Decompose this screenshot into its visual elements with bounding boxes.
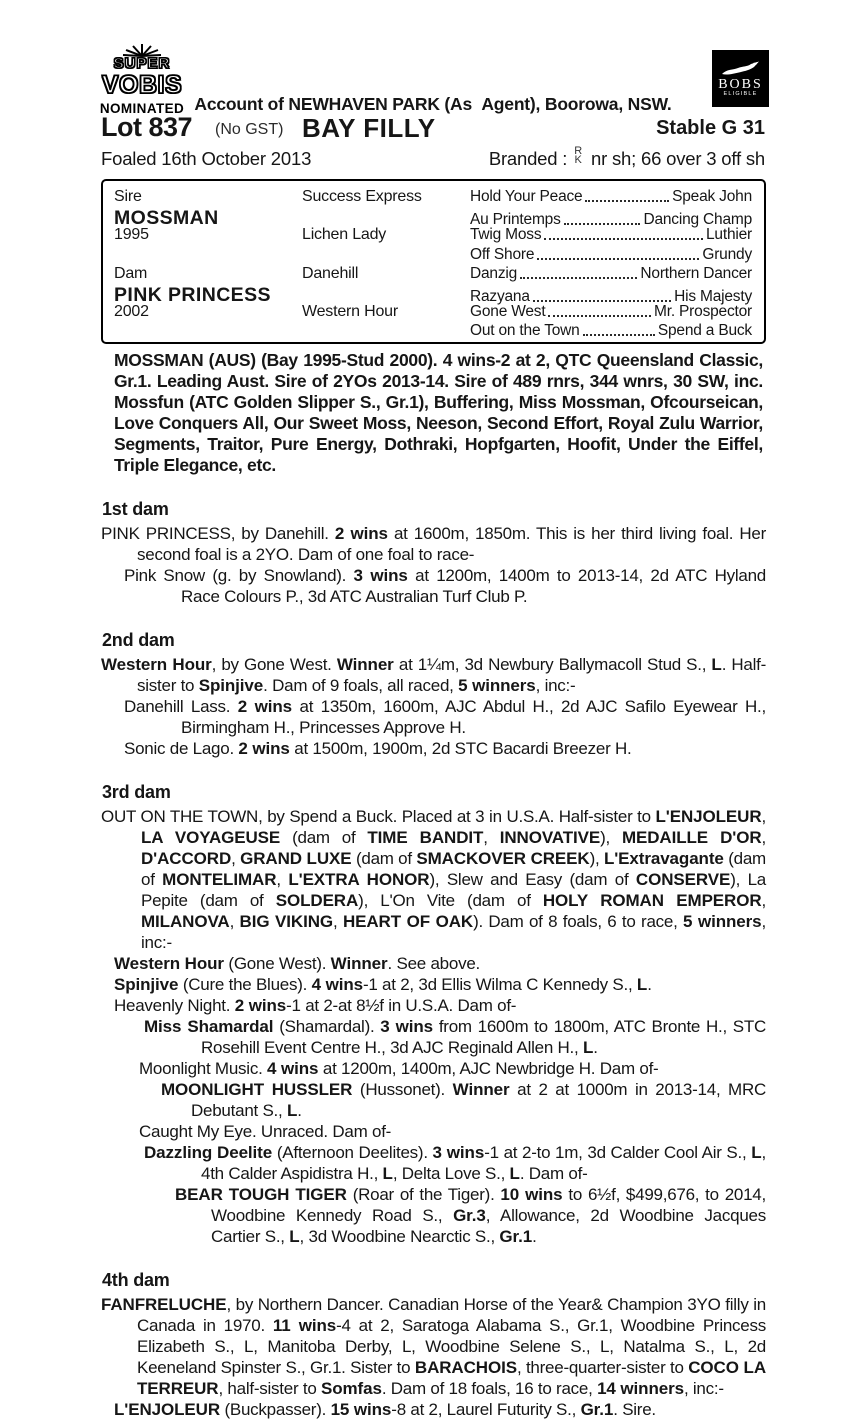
pedigree-grandparent-sire: Speak John [672, 188, 752, 205]
foaled-date: Foaled 16th October 2013 [101, 148, 312, 169]
vobis-logo-vobis-text: VOBIS [101, 71, 183, 99]
pedigree-paragraph: Heavenly Night. 2 wins-1 at 2-at 8½f in U.S.A. Dam of- [114, 996, 517, 1015]
pedigree-grandparent-dam: Off Shore [470, 245, 535, 263]
pedigree-paragraph: Sonic de Lago. 2 wins at 1500m, 1900m, 2d STC Bacardi Breezer H. [124, 739, 632, 758]
foaled-branded-row [101, 145, 765, 170]
pedigree-grandparent-dam: Danzig [470, 264, 518, 282]
dot-leader [537, 258, 699, 260]
pedigree-paragraph: OUT ON THE TOWN, by Spend a Buck. Placed at 3 in U.S.A. Half-sister to L'ENJOLEUR, LA VOYAGEUSE (dam of TIME BANDIT, INNOVATIVE), MEDAILLE D'OR, D'ACCORD, GRAND LUXE (dam of SMACKOVER CREEK), L'Extravagante (dam of MONTELIMAR, L'EXTRA HONOR), Slew and Easy (dam of CONSERVE), La Pepite (dam of SOLDERA), L'On Vite (dam of HOLY ROMAN EMPEROR, MILANOVA, BIG VIKING, HEART OF OAK). Dam of 8 foals, 6 to race, 5 winners, inc:- [101, 807, 767, 952]
stable-number: Stable G 31 [656, 117, 765, 139]
dot-leader [564, 223, 641, 225]
dam-section-heading-3: 3rd dam [102, 782, 171, 802]
pedigree-paragraph: Dazzling Deelite (Afternoon Deelites). 3 wins-1 at 2-to 1m, 3d Calder Cool Air S., L, 4th Calder Aspidistra H., L, Delta Love S., L. Dam of- [144, 1143, 766, 1183]
pedigree-grandparent-dam: Gone West [470, 303, 546, 321]
dot-leader [520, 277, 637, 279]
pedigree-paragraph: Moonlight Music. 4 wins at 1200m, 1400m, AJC Newbridge H. Dam of- [139, 1059, 659, 1078]
pedigree-row [114, 188, 752, 207]
pedigree-grandparent-pair [470, 188, 752, 206]
pedigree-row [114, 226, 752, 245]
branded-desc: nr sh; 66 over 3 off sh [591, 148, 765, 169]
pedigree-grandparent-dam: Au Printemps [470, 211, 561, 229]
pedigree-paragraph: BEAR TOUGH TIGER (Roar of the Tiger). 10 wins to 6½f, $499,676, to 2014, Woodbine Kennedy Road S., Gr.3, Allowance, 2d Woodbine Jacques Cartier S., L, 3d Woodbine Nearctic S., Gr.1. [175, 1185, 766, 1246]
dam-section-heading-2: 2nd dam [102, 630, 175, 650]
dot-leader [533, 300, 671, 302]
dam-section-heading-1: 1st dam [102, 499, 169, 519]
pedigree-row [114, 246, 752, 265]
pedigree-row [114, 303, 752, 322]
pedigree-text [101, 350, 766, 1420]
pedigree-grandparent-pair [470, 303, 752, 321]
horse-title: BAY FILLY [302, 113, 436, 143]
pedigree-horse-name: 1995 [114, 226, 149, 244]
pedigree-grandparent-dam: Twig Moss [470, 226, 542, 244]
pedigree-parent-name: Lichen Lady [302, 226, 387, 244]
pedigree-grandparent-sire: Mr. Prospector [654, 303, 752, 321]
dam-section-2 [101, 654, 766, 759]
vobis-logo-nominated-text: NOMINATED [99, 101, 185, 116]
pedigree-paragraph: Pink Snow (g. by Snowland). 3 wins at 1200m, 1400m to 2013-14, 2d ATC Hyland Race Colours P., 3d ATC Australian Turf Club P. [124, 566, 767, 606]
pedigree-table [101, 179, 766, 344]
pedigree-grandparent-pair [470, 322, 752, 340]
pedigree-row [114, 207, 752, 230]
pedigree-paragraph: PINK PRINCESS, by Danehill. 2 wins at 1600m, 1850m. This is her third living foal. Her second foal is a 2YO. Dam of one foal to race- [101, 524, 766, 564]
pedigree-paragraph: MOONLIGHT HUSSLER (Hussonet). Winner at 2 at 1000m in 2013-14, MRC Debutant S., L. [161, 1080, 767, 1120]
pedigree-horse-name: Sire [114, 188, 142, 205]
pedigree-grandparent-dam: Razyana [470, 287, 530, 305]
vobis-logo-super-text: SUPER [113, 55, 171, 72]
pedigree-grandparent-pair [470, 226, 752, 244]
account-line: Account of NEWHAVEN PARK (As Agent), Boorowa, NSW. [194, 94, 672, 114]
pedigree-parent-name: Danehill [302, 264, 359, 282]
pedigree-grandparent-dam: Out on the Town [470, 322, 580, 340]
pedigree-row [114, 265, 752, 284]
pedigree-grandparent-sire: Spend a Buck [657, 322, 752, 340]
pedigree-paragraph: Spinjive (Cure the Blues). 4 wins-1 at 2, 3d Ellis Wilma C Kennedy S., L. [114, 975, 652, 994]
dot-leader [544, 238, 703, 240]
dam-section-heading-4: 4th dam [102, 1270, 170, 1290]
sire-summary-paragraph: MOSSMAN (AUS) (Bay 1995-Stud 2000). 4 wins-2 at 2, QTC Queensland Classic, Gr.1. Leading Aust. Sire of 2YOs 2013-14. Sire of 489 rnrs, 344 wnrs, 30 SW, inc. Mossfun (ATC Golden Slipper S., Gr.1), Buffering, Miss Mossman, Ofcourseican, Love Conquers All, Our Sweet Moss, Neeson, Second Effort, Royal Zulu Warrior, Segments, Traitor, Pure Energy, Dothraki, Hopfgarten, Hoofit, Under the Eiffel, Triple Elegance, etc. [114, 350, 763, 475]
branded-info [488, 145, 765, 170]
pedigree-grandparent-sire: His Majesty [674, 287, 752, 305]
dam-section-3 [101, 806, 766, 1247]
pedigree-grandparent-sire: Northern Dancer [640, 264, 752, 282]
dam-section-1 [101, 523, 766, 607]
pedigree-grandparent-dam: Hold Your Peace [470, 188, 583, 205]
pedigree-horse-name: MOSSMAN [114, 207, 219, 230]
pedigree-grandparent-sire: Dancing Champ [643, 211, 752, 229]
brand-mark-top: R [574, 145, 582, 157]
pedigree-paragraph: Western Hour (Gone West). Winner. See above. [114, 954, 480, 973]
pedigree-grandparent-pair [470, 246, 752, 264]
brand-mark-bottom: K [574, 154, 582, 166]
bobs-logo-name: BOBS [718, 76, 763, 92]
pedigree-row [114, 283, 752, 306]
pedigree-horse-name: Dam [114, 264, 148, 282]
pedigree-paragraph: Miss Shamardal (Shamardal). 3 wins from 1600m to 1800m, ATC Bronte H., STC Rosehill Event Centre H., 3d AJC Reginald Allen H., L. [144, 1017, 766, 1057]
brand-mark [574, 147, 582, 165]
pedigree-parent-name: Success Express [302, 188, 422, 205]
dot-leader [583, 334, 655, 336]
pedigree-paragraph: Western Hour, by Gone West. Winner at 1¼m, 3d Newbury Ballymacoll Stud S., L. Half-sister to Spinjive. Dam of 9 foals, all raced, 5 winners, inc:- [101, 655, 766, 695]
pedigree-grandparent-sire: Luthier [706, 226, 752, 244]
pedigree-paragraph: FANFRELUCHE, by Northern Dancer. Canadian Horse of the Year& Champion 3YO filly in Canada in 1970. 11 wins-4 at 2, Saratoga Alabama S., Gr.1, Woodbine Princess Elizabeth S., L, Manitoba Derby, L, Woodbine Selene S., L, Natalma S., L, 2d Keeneland Spinster S., Gr.1. Sister to BARACHOIS, three-quarter-sister to COCO LA TERREUR, half-sister to Somfas. Dam of 18 foals, 16 to race, 14 winners, inc:- [101, 1295, 767, 1398]
bobs-horse-icon [720, 60, 762, 77]
lot-number: Lot 837 [101, 112, 193, 142]
dam-section-4 [101, 1294, 766, 1420]
pedigree-row [114, 322, 752, 341]
gst-note: (No GST) [215, 121, 284, 138]
dot-leader [548, 315, 651, 317]
dot-leader [585, 200, 669, 202]
pedigree-grandparent-sire: Grundy [702, 245, 752, 263]
pedigree-horse-name: PINK PRINCESS [114, 283, 271, 306]
pedigree-parent-name: Western Hour [302, 303, 399, 321]
pedigree-paragraph: L'ENJOLEUR (Buckpasser). 15 wins-8 at 2, Laurel Futurity S., Gr.1. Sire. [114, 1400, 656, 1419]
pedigree-paragraph: Danehill Lass. 2 wins at 1350m, 1600m, AJC Abdul H., 2d AJC Safilo Eyewear H., Birmingham H., Princesses Approve H. [124, 697, 766, 737]
bobs-logo-eligible-text: ELIGIBLE [723, 90, 758, 97]
pedigree-paragraph: Caught My Eye. Unraced. Dam of- [139, 1122, 392, 1141]
pedigree-grandparent-pair [470, 265, 752, 283]
lot-row [101, 112, 765, 146]
pedigree-horse-name: 2002 [114, 303, 149, 321]
branded-label: Branded : [488, 148, 568, 169]
